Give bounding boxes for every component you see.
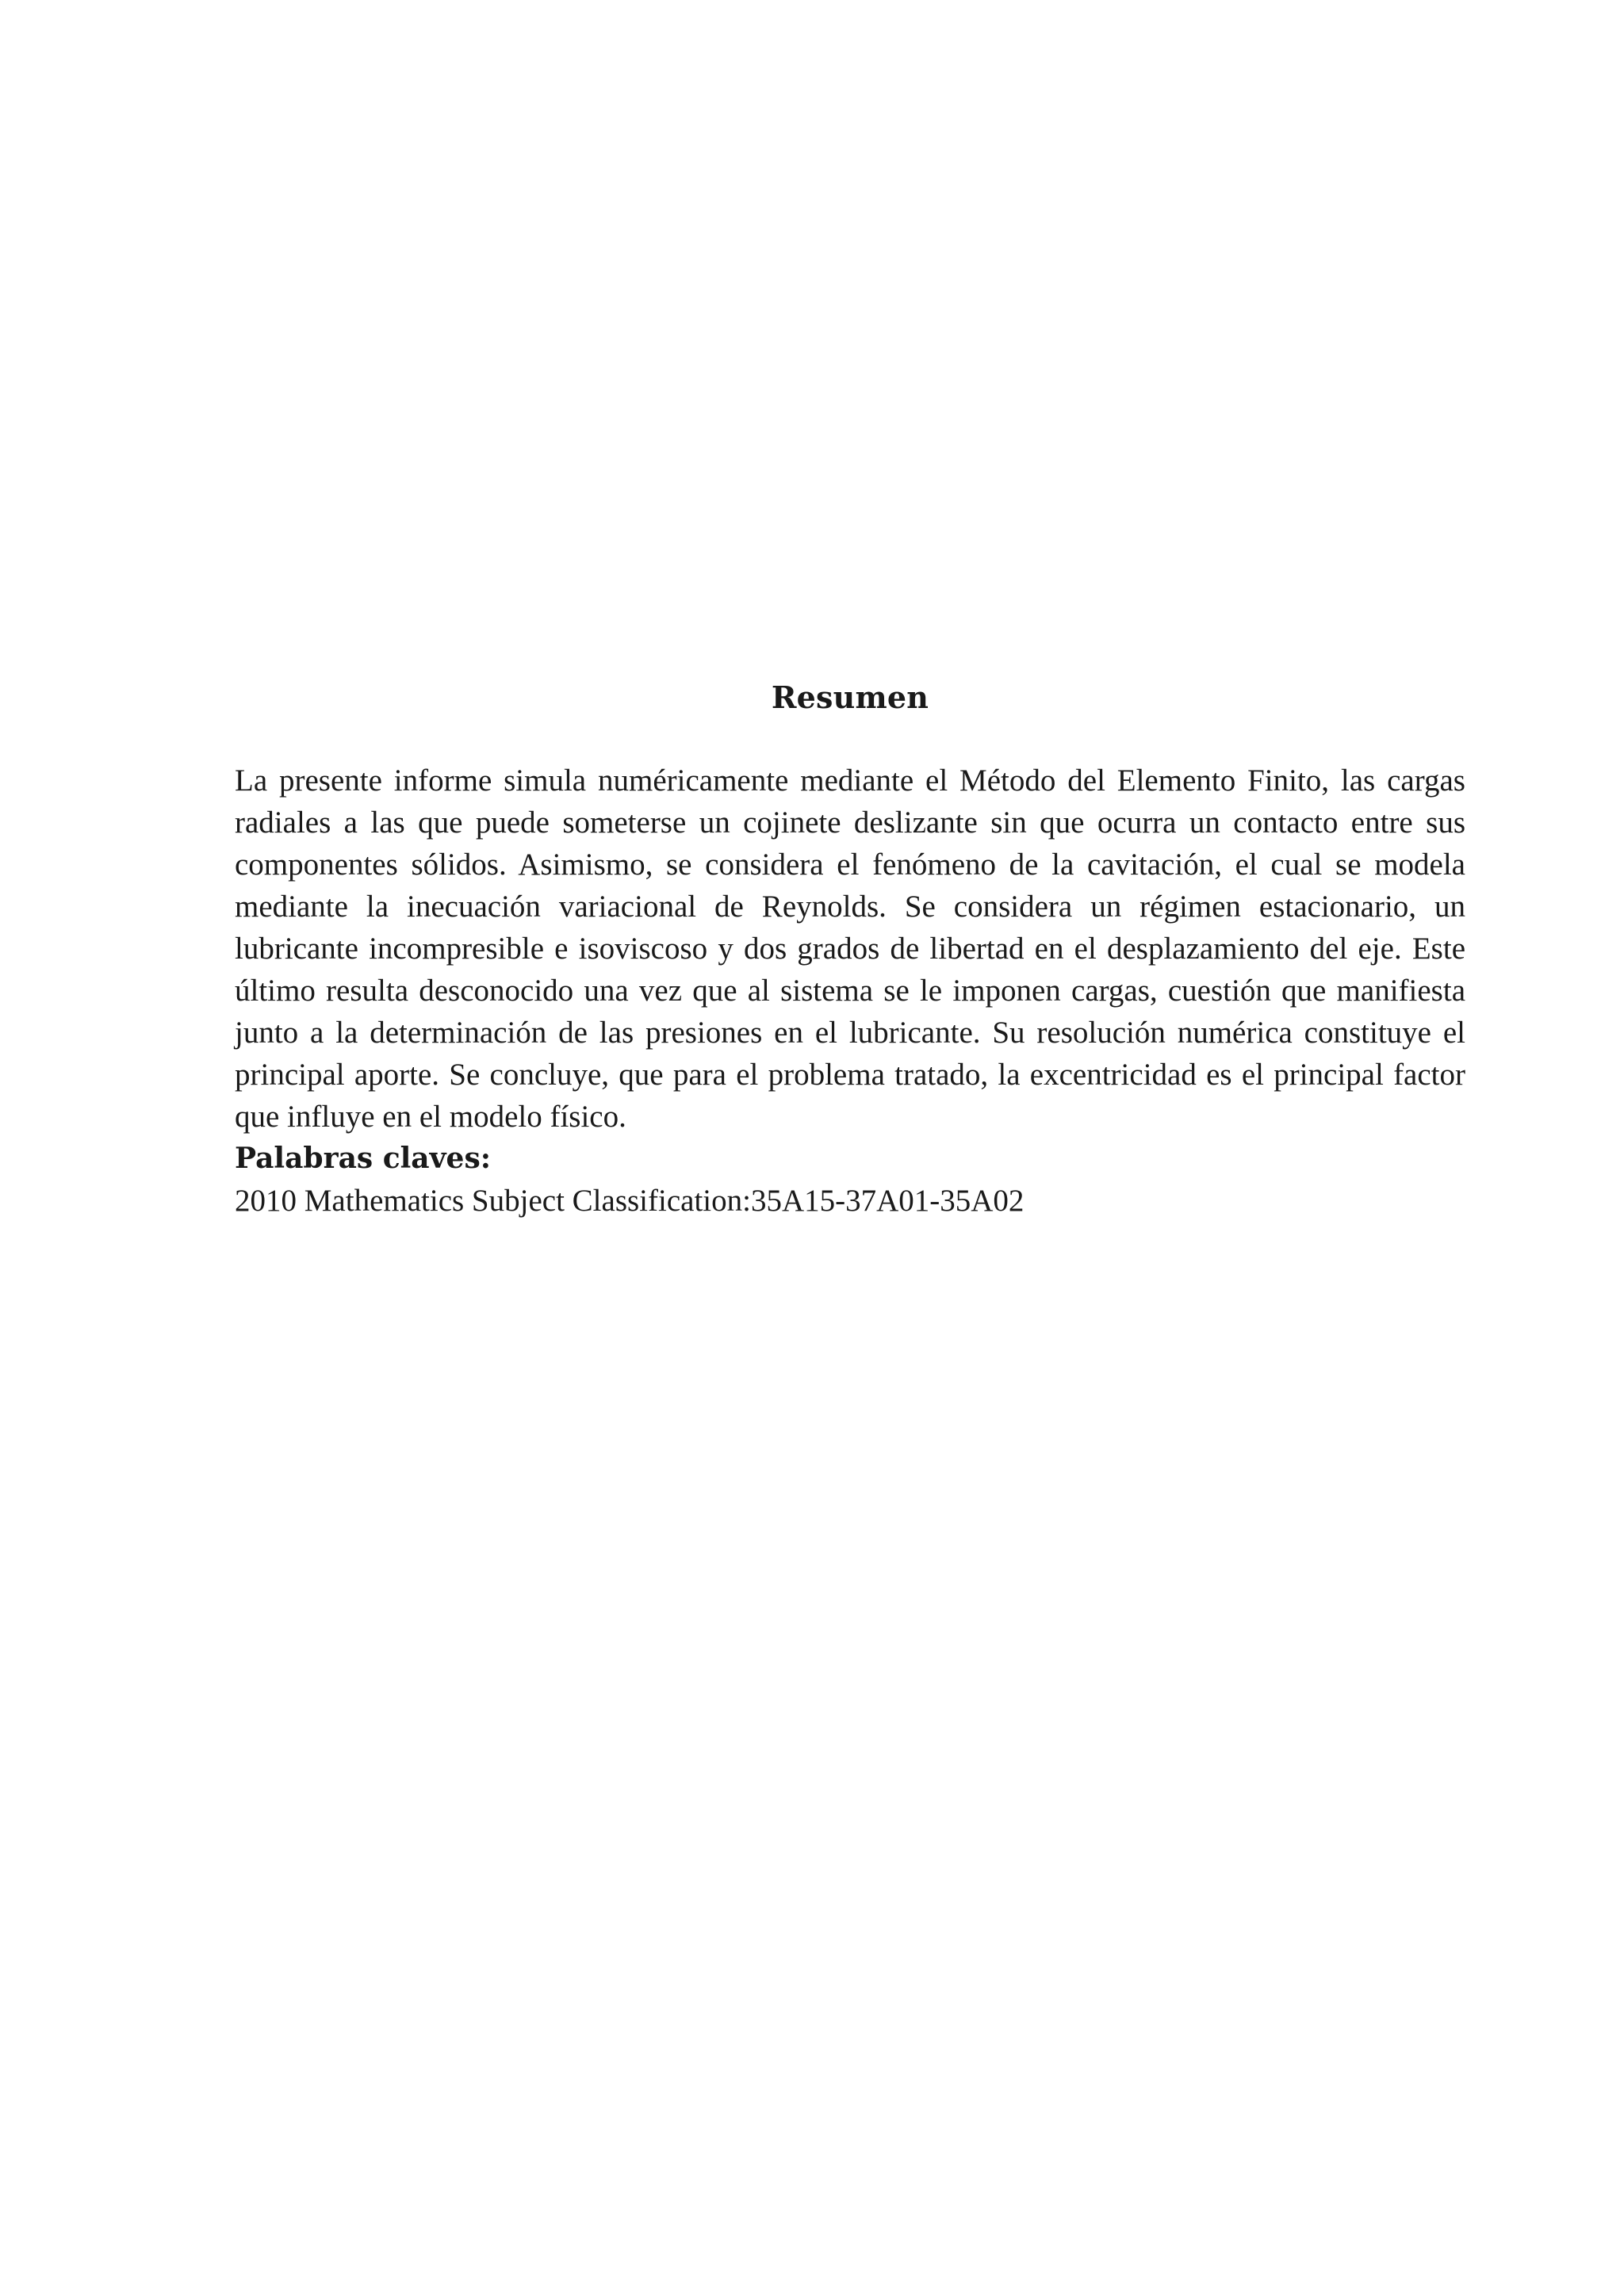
abstract-section (235, 675, 1465, 1222)
abstract-body: La presente informe simula numéricamente mediante el Método del Elemento Finito, las cargas radiales a las que puede someterse un cojinete deslizante sin que ocurra un contacto entre sus componentes sólidos. Asimismo, se considera el fenómeno de la cavitación, el cual se modela mediante la inecuación variacional de Reynolds. Se considera un régimen estacionario, un lubricante incompresible e isoviscoso y dos grados de libertad en el desplazamiento del eje. Este último resulta desconocido una vez que al sistema se le imponen cargas, cuestión que manifiesta junto a la determinación de las presiones en el lubricante. Su resolución numérica constituye el principal aporte. Se concluye, que para el problema tratado, la excentricidad es el principal factor que influye en el modelo físico. (235, 763, 1465, 1134)
msc-classification: 2010 Mathematics Subject Classification:35A15-37A01-35A02 (235, 1184, 1025, 1218)
abstract-title: Resumen (771, 679, 929, 715)
keywords-label: Palabras claves: (235, 1142, 491, 1175)
